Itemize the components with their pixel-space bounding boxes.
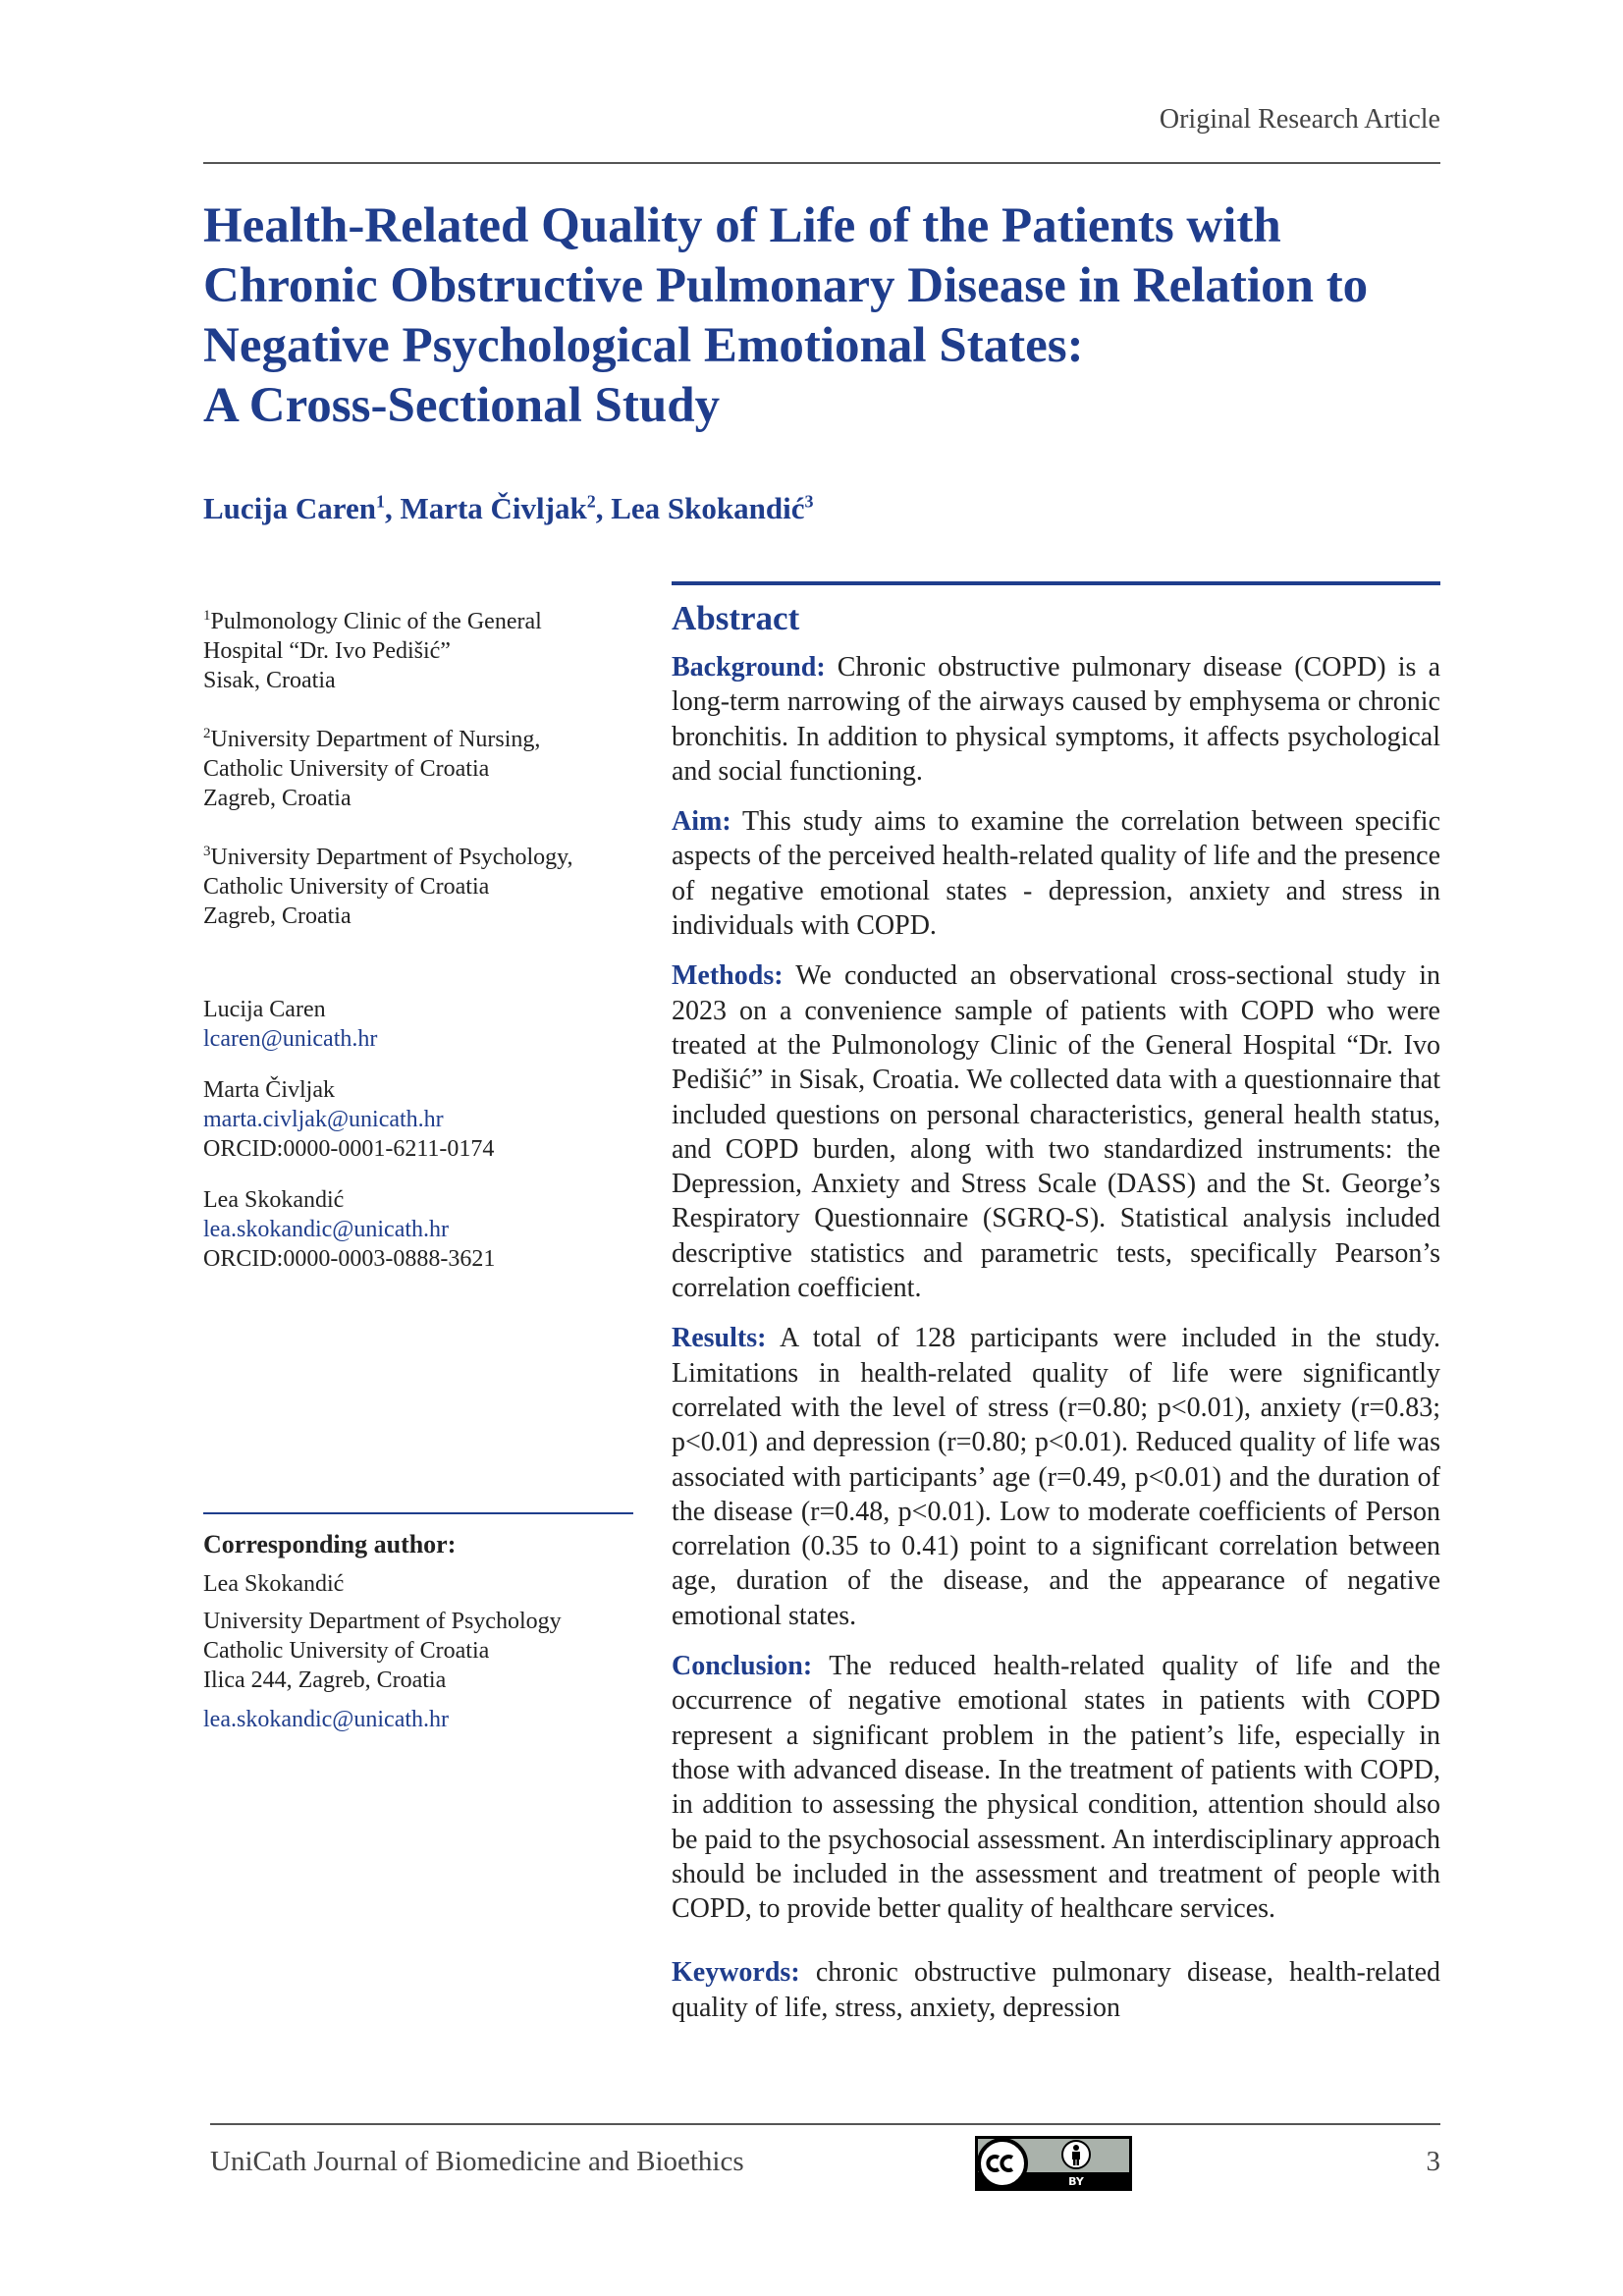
affiliation: [203, 601, 645, 695]
contact-name: Marta Čivljak: [203, 1077, 335, 1103]
affiliation-line: Catholic University of Croatia: [203, 874, 490, 900]
email-link[interactable]: lcaren@unicath.hr: [203, 1026, 378, 1052]
contact-name: Lea Skokandić: [203, 1187, 345, 1213]
keywords-text: chronic obstructive pulmonary disease, health-related quality of life, stress, anxiety, depression: [672, 1957, 1440, 2023]
keywords-label: Keywords:: [672, 1957, 800, 1989]
section-label: Conclusion:: [672, 1651, 813, 1682]
author-separator: ,: [384, 491, 401, 525]
email-link[interactable]: lea.skokandic@unicath.hr: [203, 1707, 450, 1732]
abstract-heading: Abstract: [672, 599, 800, 637]
email-link[interactable]: lea.skokandic@unicath.hr: [203, 1217, 450, 1242]
email-link[interactable]: marta.civljak@unicath.hr: [203, 1107, 444, 1132]
affiliation-line: University Department of Nursing,: [210, 727, 541, 752]
orcid-id: ORCID:0000-0001-6211-0174: [203, 1136, 495, 1162]
section-label: Background:: [672, 652, 826, 683]
author-list: [203, 491, 814, 526]
section-text: A total of 128 participants were included in the study. Limitations in health-related quality of life were significantly correlated with the level of stress (r=0.80; p<0.01), anxiety (r=0.83; p<0.01) and depression (r=0.80; p<0.01). Reduced quality of life was associated with participants’ age (r=0.49, p<0.01) and the duration of the disease (r=0.48, p<0.01). Low to moderate coefficients of Person correlation (0.35 to 0.41) point to a significant correlation between age, duration of the disease, and the appearance of negative emotional states.: [672, 1323, 1440, 1631]
corresponding-heading: Corresponding author:: [203, 1530, 457, 1558]
author-separator: ,: [595, 491, 612, 525]
section-label: Aim:: [672, 806, 731, 838]
header-divider: [203, 162, 1440, 164]
author-name: Marta Čivljak: [400, 491, 587, 525]
by-person-icon: [1062, 2141, 1090, 2168]
author-sup: 3: [804, 491, 814, 512]
affiliation-sup: 3: [203, 844, 211, 859]
affiliation-line: Pulmonology Clinic of the General: [210, 609, 542, 634]
affiliation-line: Catholic University of Croatia: [203, 756, 490, 782]
affiliations: [203, 601, 645, 955]
affiliation-sup: 2: [203, 726, 211, 741]
affiliation-line: Sisak, Croatia: [203, 668, 336, 693]
corresponding-name: Lea Skokandić: [203, 1571, 345, 1597]
author-sup: 1: [375, 491, 385, 512]
section-text: Chronic obstructive pulmonary disease (COPD) is a long-term narrowing of the airways caused by emphysema or chronic bronchitis. In addition to physical symptoms, it affects psychological and social functioning.: [672, 652, 1440, 787]
address-line: Ilica 244, Zagreb, Croatia: [203, 1667, 447, 1693]
corresponding-divider: [203, 1512, 633, 1514]
author-contacts: [203, 995, 645, 1295]
section-label: Results:: [672, 1323, 767, 1354]
section-text: This study aims to examine the correlation between specific aspects of the perceived health-related quality of life and the presence of negative emotional states - depression, anxiety and stress in individuals with COPD.: [672, 806, 1440, 942]
license-text: BY: [1068, 2175, 1084, 2188]
title-line: Negative Psychological Emotional States:: [203, 318, 1084, 373]
affiliation-line: Zagreb, Croatia: [203, 903, 352, 929]
address-line: Catholic University of Croatia: [203, 1638, 490, 1664]
title-line: A Cross-Sectional Study: [203, 378, 721, 433]
affiliation-line: Zagreb, Croatia: [203, 786, 352, 811]
abstract-section: [672, 804, 1440, 943]
contact-block: [203, 1075, 645, 1164]
title-line: Chronic Obstructive Pulmonary Disease in Relation to: [203, 258, 1369, 313]
abstract-section: [672, 958, 1440, 1305]
keywords: [672, 1955, 1440, 2025]
section-text: The reduced health-related quality of life and the occurrence of negative emotional states in patients with COPD represent a significant problem in the patient’s life, especially in those with advanced disease. In the treatment of patients with COPD, in addition to assessing the physical condition, attention should also be paid to the psychosocial assessment. An interdisciplinary approach should be included in the assessment and treatment of people with COPD, to provide better quality of healthcare services.: [672, 1651, 1440, 1925]
corresponding-author: [203, 1530, 645, 1734]
journal-name: UniCath Journal of Biomedicine and Bioethics: [210, 2146, 744, 2177]
abstract: [672, 599, 1440, 2041]
author-name: Lucija Caren: [203, 491, 376, 525]
cc-icon: [979, 2140, 1026, 2187]
author-sup: 2: [586, 491, 596, 512]
affiliation-line: Hospital “Dr. Ivo Pedišić”: [203, 638, 451, 664]
footer-divider: [210, 2123, 1440, 2125]
abstract-divider: [672, 581, 1440, 585]
address-line: University Department of Psychology: [203, 1609, 562, 1634]
contact-name: Lucija Caren: [203, 997, 326, 1022]
affiliation: [203, 837, 645, 931]
section-label: Methods:: [672, 960, 784, 992]
contact-block: [203, 995, 645, 1054]
contact-block: [203, 1185, 645, 1274]
affiliation: [203, 719, 645, 813]
page-number: 3: [1426, 2146, 1440, 2177]
article-title: [203, 196, 1480, 436]
abstract-section: [672, 1321, 1440, 1633]
affiliation-line: University Department of Psychology,: [210, 845, 573, 870]
author-name: Lea Skokandić: [611, 491, 805, 525]
abstract-section: [672, 1649, 1440, 1926]
abstract-section: [672, 650, 1440, 789]
affiliation-sup: 1: [203, 608, 211, 624]
article-type: Original Research Article: [1159, 104, 1440, 135]
title-line: Health-Related Quality of Life of the Patients with: [203, 198, 1281, 253]
orcid-id: ORCID:0000-0003-0888-3621: [203, 1246, 496, 1272]
section-text: We conducted an observational cross-sectional study in 2023 on a convenience sample of patients with COPD who were treated at the Pulmonology Clinic of the General Hospital “Dr. Ivo Pedišić” in Sisak, Croatia. We collected data with a questionnaire that included questions on personal characteristics, general health status, and COPD burden, along with two standardized instruments: the Depression, Anxiety and Stress Scale (DASS) and the St. George’s Respiratory Questionnaire (SGRQ-S). Statistical analysis included descriptive statistics and parametric tests, specifically Pearson’s correlation coefficient.: [672, 960, 1440, 1304]
cc-by-license-badge[interactable]: [975, 2136, 1132, 2191]
